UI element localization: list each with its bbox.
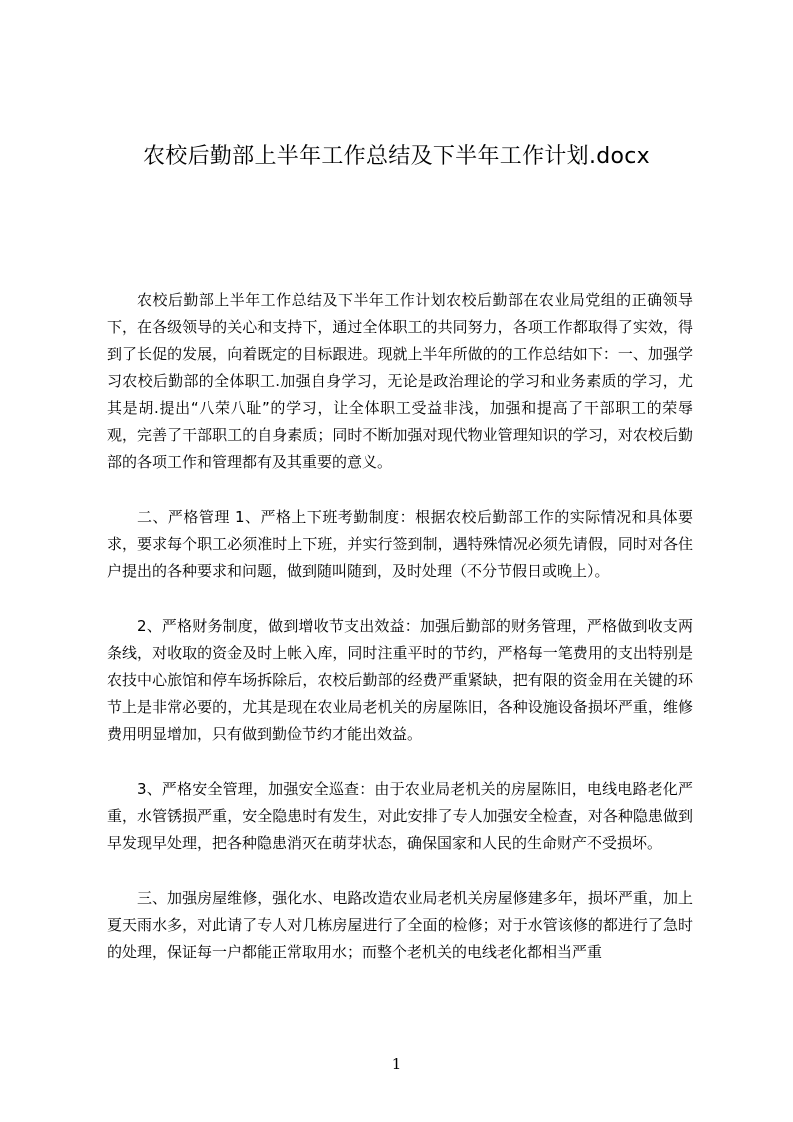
paragraph-2: 二、严格管理 1、严格上下班考勤制度：根据农校后勤部工作的实际情况和具体要求，要求每个职工必须准时上下班，并实行签到制，遇特殊情况必须先请假，同时对各住户提出的各种要求和问题，做到随叫随到，及时处理（不分节假日或晚上）。 — [107, 508, 693, 580]
paragraph-3: 2、严格财务制度，做到增收节支出效益：加强后勤部的财务管理，严格做到收支两条线，对收取的资金及时上帐入库，同时注重平时的节约，严格每一笔费用的支出特别是农技中心旅馆和停车场拆除后，农校后勤部的经费严重紧缺，把有限的资金用在关键的环节上是非常必要的，尤其是现在农业局老机关的房屋陈旧，各种设施设备损坏严重，维修费用明显增加，只有做到勤俭节约才能出效益。 — [107, 617, 693, 743]
document-body — [107, 287, 693, 966]
paragraph-4: 3、严格安全管理，加强安全巡查：由于农业局老机关的房屋陈旧，电线电路老化严重，水管锈损严重，安全隐患时有发生，对此安排了专人加强安全检查，对各种隐患做到早发现早处理，把各种隐患消灭在萌芽状态，确保国家和人民的生命财产不受损坏。 — [107, 780, 693, 852]
page-number: 1 — [391, 1055, 402, 1073]
paragraph-1: 农校后勤部上半年工作总结及下半年工作计划农校后勤部在农业局党组的正确领导下，在各级领导的关心和支持下，通过全体职工的共同努力，各项工作都取得了实效，得到了长促的发展，向着既定的目标跟进。现就上半年所做的的工作总结如下：一、加强学习农校后勤部的全体职工.加强自身学习，无论是政治理论的学习和业务素质的学习，尤其是胡.提出“八荣八耻”的学习，让全体职工受益非浅，加强和提高了干部职工的荣辱观，完善了干部职工的自身素质；同时不断加强对现代物业管理知识的学习，对农校后勤部的各项工作和管理都有及其重要的意义。 — [107, 291, 693, 471]
document-title: 农校后勤部上半年工作总结及下半年工作计划.docx — [142, 144, 651, 169]
paragraph-5: 三、加强房屋维修，强化水、电路改造农业局老机关房屋修建多年，损坏严重，加上夏天雨水多，对此请了专人对几栋房屋进行了全面的检修；对于水管该修的都进行了急时的处理，保证每一户都能正常取用水；而整个老机关的电线老化都相当严重 — [107, 889, 693, 961]
